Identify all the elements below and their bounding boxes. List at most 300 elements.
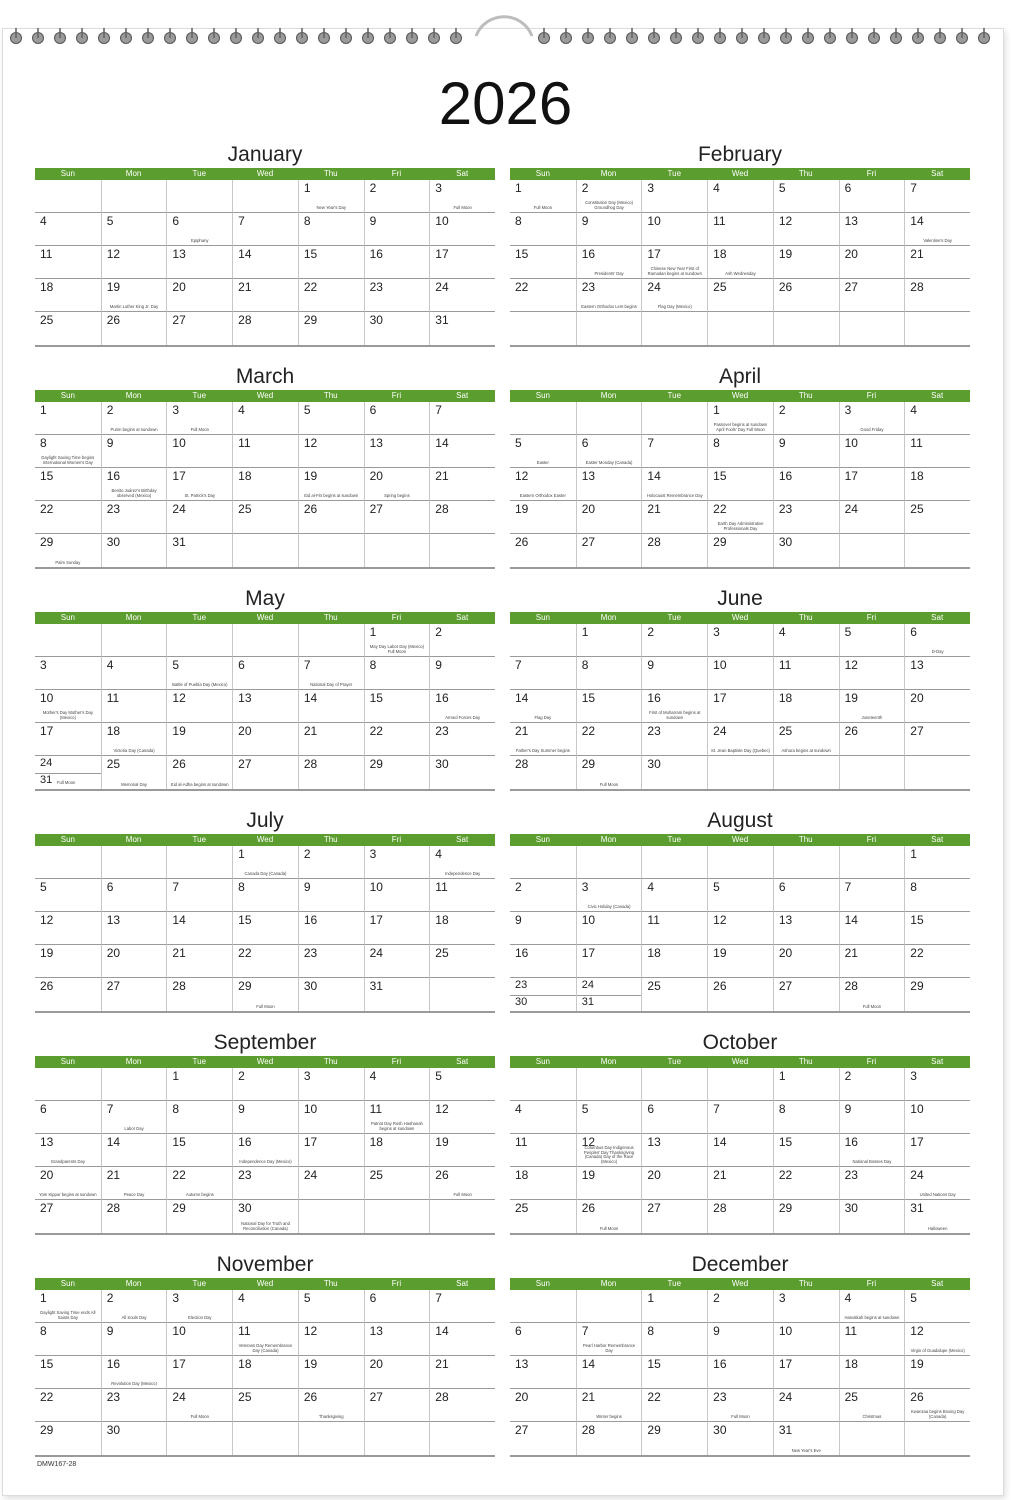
day-cell[interactable]: [35, 723, 101, 756]
day-cell[interactable]: [166, 468, 232, 501]
day-cell[interactable]: [707, 1068, 773, 1101]
day-cell[interactable]: [641, 501, 707, 534]
day-cell[interactable]: [35, 879, 101, 912]
day-cell[interactable]: [576, 1167, 642, 1200]
day-cell[interactable]: [35, 1356, 101, 1389]
day-cell[interactable]: [707, 1101, 773, 1134]
day-cell[interactable]: [576, 1068, 642, 1101]
day-cell[interactable]: [839, 246, 905, 279]
day-cell[interactable]: [510, 435, 576, 468]
day-cell[interactable]: [904, 246, 970, 279]
day-cell[interactable]: [904, 1323, 970, 1356]
day-cell[interactable]: [707, 468, 773, 501]
day-cell[interactable]: [232, 945, 298, 978]
day-cell[interactable]: [232, 1068, 298, 1101]
day-cell[interactable]: [904, 945, 970, 978]
day-cell[interactable]: [904, 1134, 970, 1167]
day-cell[interactable]: [429, 1389, 495, 1422]
day-cell[interactable]: [166, 1356, 232, 1389]
day-cell[interactable]: [298, 279, 364, 312]
day-cell[interactable]: [232, 435, 298, 468]
day-cell[interactable]: [904, 1068, 970, 1101]
day-cell[interactable]: [298, 435, 364, 468]
day-cell[interactable]: [101, 756, 167, 789]
day-cell[interactable]: [232, 756, 298, 789]
day-cell[interactable]: [576, 1389, 642, 1422]
day-cell[interactable]: [773, 1167, 839, 1200]
day-cell[interactable]: [101, 501, 167, 534]
day-cell[interactable]: [364, 945, 430, 978]
day-cell[interactable]: [707, 1200, 773, 1233]
day-cell[interactable]: [707, 945, 773, 978]
day-cell[interactable]: [232, 534, 298, 567]
day-cell[interactable]: [166, 213, 232, 246]
day-cell[interactable]: [510, 402, 576, 435]
day-cell[interactable]: [298, 180, 364, 213]
day-cell[interactable]: [707, 879, 773, 912]
day-cell[interactable]: [101, 657, 167, 690]
day-cell[interactable]: [773, 312, 839, 345]
day-cell[interactable]: [510, 1290, 576, 1323]
day-cell[interactable]: [364, 279, 430, 312]
day-cell[interactable]: [839, 879, 905, 912]
day-cell[interactable]: [364, 1167, 430, 1200]
day-cell[interactable]: [101, 1101, 167, 1134]
day-cell[interactable]: [773, 912, 839, 945]
day-cell[interactable]: [510, 1200, 576, 1233]
day-cell[interactable]: [707, 180, 773, 213]
day-cell[interactable]: [773, 1290, 839, 1323]
day-cell[interactable]: [364, 846, 430, 879]
day-cell[interactable]: [364, 213, 430, 246]
day-cell[interactable]: [232, 468, 298, 501]
day-cell[interactable]: [101, 468, 167, 501]
day-cell[interactable]: [707, 657, 773, 690]
day-cell[interactable]: [707, 1422, 773, 1455]
day-cell[interactable]: [166, 879, 232, 912]
day-cell[interactable]: [232, 723, 298, 756]
day-cell[interactable]: [707, 246, 773, 279]
day-cell[interactable]: [35, 435, 101, 468]
day-cell[interactable]: [641, 1356, 707, 1389]
day-cell[interactable]: [298, 846, 364, 879]
day-cell[interactable]: [35, 1167, 101, 1200]
day-cell[interactable]: [839, 468, 905, 501]
day-cell[interactable]: [364, 1134, 430, 1167]
day-cell[interactable]: [364, 312, 430, 345]
day-cell[interactable]: [904, 1290, 970, 1323]
day-cell[interactable]: [166, 435, 232, 468]
day-cell[interactable]: [707, 312, 773, 345]
day-cell[interactable]: [298, 1422, 364, 1455]
day-cell[interactable]: [576, 756, 642, 789]
day-cell[interactable]: [707, 1167, 773, 1200]
day-cell[interactable]: [576, 657, 642, 690]
day-cell[interactable]: [773, 213, 839, 246]
day-cell[interactable]: [166, 534, 232, 567]
day-cell[interactable]: [35, 1101, 101, 1134]
day-cell[interactable]: [166, 1068, 232, 1101]
day-cell[interactable]: [364, 468, 430, 501]
day-cell[interactable]: [641, 246, 707, 279]
day-cell[interactable]: [101, 690, 167, 723]
day-cell[interactable]: [904, 1389, 970, 1422]
day-cell[interactable]: [839, 756, 905, 789]
day-cell[interactable]: [641, 756, 707, 789]
day-cell[interactable]: [35, 945, 101, 978]
day-cell[interactable]: [510, 1422, 576, 1455]
day-cell[interactable]: [510, 978, 576, 1011]
day-cell[interactable]: [773, 1389, 839, 1422]
day-cell[interactable]: [707, 912, 773, 945]
day-cell[interactable]: [101, 1134, 167, 1167]
day-cell[interactable]: [298, 1167, 364, 1200]
day-cell[interactable]: [35, 468, 101, 501]
day-cell[interactable]: [35, 690, 101, 723]
day-cell[interactable]: [101, 846, 167, 879]
day-cell[interactable]: [641, 1101, 707, 1134]
day-cell[interactable]: [364, 435, 430, 468]
day-cell[interactable]: [773, 435, 839, 468]
day-cell[interactable]: [576, 624, 642, 657]
day-cell[interactable]: [364, 1389, 430, 1422]
day-cell[interactable]: [166, 945, 232, 978]
day-cell[interactable]: [298, 1101, 364, 1134]
day-cell[interactable]: [166, 246, 232, 279]
day-cell[interactable]: [641, 657, 707, 690]
day-cell[interactable]: [773, 1200, 839, 1233]
day-cell[interactable]: [707, 624, 773, 657]
day-cell[interactable]: [839, 180, 905, 213]
day-cell[interactable]: [839, 723, 905, 756]
day-cell[interactable]: [707, 435, 773, 468]
day-cell[interactable]: [429, 1200, 495, 1233]
day-cell[interactable]: [166, 657, 232, 690]
day-cell[interactable]: [429, 468, 495, 501]
day-cell[interactable]: [429, 1323, 495, 1356]
day-cell[interactable]: [429, 1068, 495, 1101]
day-cell[interactable]: [839, 534, 905, 567]
day-cell[interactable]: [707, 534, 773, 567]
day-cell[interactable]: [429, 246, 495, 279]
day-cell[interactable]: [166, 1101, 232, 1134]
day-cell[interactable]: [101, 402, 167, 435]
day-cell[interactable]: [429, 1422, 495, 1455]
day-cell[interactable]: [429, 846, 495, 879]
day-cell[interactable]: [773, 501, 839, 534]
day-cell[interactable]: [839, 846, 905, 879]
day-cell[interactable]: [232, 1200, 298, 1233]
day-cell[interactable]: [641, 978, 707, 1011]
day-cell[interactable]: [101, 1200, 167, 1233]
day-cell[interactable]: [364, 1323, 430, 1356]
day-cell[interactable]: [232, 1323, 298, 1356]
split-day-bottom[interactable]: [35, 773, 101, 790]
day-cell[interactable]: [707, 756, 773, 789]
day-cell[interactable]: [510, 213, 576, 246]
day-cell[interactable]: [232, 1290, 298, 1323]
day-cell[interactable]: [510, 246, 576, 279]
day-cell[interactable]: [707, 1134, 773, 1167]
day-cell[interactable]: [641, 402, 707, 435]
day-cell[interactable]: [101, 312, 167, 345]
day-cell[interactable]: [232, 846, 298, 879]
day-cell[interactable]: [839, 213, 905, 246]
day-cell[interactable]: [298, 657, 364, 690]
day-cell[interactable]: [364, 756, 430, 789]
day-cell[interactable]: [641, 312, 707, 345]
day-cell[interactable]: [773, 468, 839, 501]
day-cell[interactable]: [904, 1167, 970, 1200]
day-cell[interactable]: [707, 279, 773, 312]
day-cell[interactable]: [166, 624, 232, 657]
day-cell[interactable]: [904, 624, 970, 657]
day-cell[interactable]: [232, 1167, 298, 1200]
day-cell[interactable]: [35, 279, 101, 312]
day-cell[interactable]: [641, 723, 707, 756]
day-cell[interactable]: [510, 180, 576, 213]
day-cell[interactable]: [904, 534, 970, 567]
day-cell[interactable]: [298, 624, 364, 657]
day-cell[interactable]: [839, 279, 905, 312]
day-cell[interactable]: [429, 279, 495, 312]
day-cell[interactable]: [166, 1134, 232, 1167]
day-cell[interactable]: [298, 690, 364, 723]
day-cell[interactable]: [298, 756, 364, 789]
day-cell[interactable]: [429, 1167, 495, 1200]
day-cell[interactable]: [364, 501, 430, 534]
day-cell[interactable]: [232, 312, 298, 345]
day-cell[interactable]: [35, 402, 101, 435]
day-cell[interactable]: [904, 657, 970, 690]
day-cell[interactable]: [35, 501, 101, 534]
day-cell[interactable]: [641, 279, 707, 312]
day-cell[interactable]: [773, 1323, 839, 1356]
split-day-top[interactable]: [577, 978, 642, 996]
day-cell[interactable]: [35, 624, 101, 657]
day-cell[interactable]: [364, 624, 430, 657]
day-cell[interactable]: [101, 534, 167, 567]
day-cell[interactable]: [707, 690, 773, 723]
day-cell[interactable]: [101, 180, 167, 213]
day-cell[interactable]: [641, 1134, 707, 1167]
split-day-top[interactable]: [35, 756, 101, 774]
day-cell[interactable]: [641, 213, 707, 246]
day-cell[interactable]: [839, 1101, 905, 1134]
day-cell[interactable]: [166, 1200, 232, 1233]
day-cell[interactable]: [510, 657, 576, 690]
day-cell[interactable]: [641, 1389, 707, 1422]
day-cell[interactable]: [101, 1290, 167, 1323]
day-cell[interactable]: [298, 246, 364, 279]
day-cell[interactable]: [576, 213, 642, 246]
day-cell[interactable]: [35, 1290, 101, 1323]
day-cell[interactable]: [232, 1101, 298, 1134]
day-cell[interactable]: [576, 1101, 642, 1134]
day-cell[interactable]: [576, 879, 642, 912]
day-cell[interactable]: [576, 1290, 642, 1323]
day-cell[interactable]: [510, 912, 576, 945]
day-cell[interactable]: [101, 912, 167, 945]
day-cell[interactable]: [510, 690, 576, 723]
day-cell[interactable]: [576, 1323, 642, 1356]
day-cell[interactable]: [429, 1134, 495, 1167]
day-cell[interactable]: [35, 1389, 101, 1422]
day-cell[interactable]: [510, 756, 576, 789]
day-cell[interactable]: [839, 402, 905, 435]
day-cell[interactable]: [576, 1422, 642, 1455]
day-cell[interactable]: [641, 1167, 707, 1200]
day-cell[interactable]: [773, 624, 839, 657]
day-cell[interactable]: [166, 402, 232, 435]
day-cell[interactable]: [510, 279, 576, 312]
day-cell[interactable]: [298, 534, 364, 567]
day-cell[interactable]: [232, 279, 298, 312]
day-cell[interactable]: [298, 912, 364, 945]
day-cell[interactable]: [298, 1200, 364, 1233]
day-cell[interactable]: [101, 1356, 167, 1389]
day-cell[interactable]: [773, 246, 839, 279]
day-cell[interactable]: [298, 1068, 364, 1101]
day-cell[interactable]: [510, 1167, 576, 1200]
day-cell[interactable]: [904, 312, 970, 345]
day-cell[interactable]: [35, 657, 101, 690]
day-cell[interactable]: [707, 978, 773, 1011]
day-cell[interactable]: [101, 1167, 167, 1200]
day-cell[interactable]: [298, 879, 364, 912]
day-cell[interactable]: [166, 978, 232, 1011]
day-cell[interactable]: [35, 180, 101, 213]
day-cell[interactable]: [839, 690, 905, 723]
day-cell[interactable]: [839, 1356, 905, 1389]
day-cell[interactable]: [839, 1068, 905, 1101]
day-cell[interactable]: [773, 1134, 839, 1167]
day-cell[interactable]: [101, 879, 167, 912]
day-cell[interactable]: [166, 1290, 232, 1323]
day-cell[interactable]: [101, 435, 167, 468]
day-cell[interactable]: [35, 1134, 101, 1167]
day-cell[interactable]: [364, 1200, 430, 1233]
day-cell[interactable]: [510, 879, 576, 912]
day-cell[interactable]: [904, 1422, 970, 1455]
day-cell[interactable]: [364, 879, 430, 912]
day-cell[interactable]: [641, 435, 707, 468]
day-cell[interactable]: [641, 1323, 707, 1356]
day-cell[interactable]: [641, 690, 707, 723]
day-cell[interactable]: [35, 912, 101, 945]
day-cell[interactable]: [101, 1422, 167, 1455]
day-cell[interactable]: [576, 312, 642, 345]
day-cell[interactable]: [773, 690, 839, 723]
day-cell[interactable]: [166, 312, 232, 345]
day-cell[interactable]: [364, 723, 430, 756]
day-cell[interactable]: [510, 534, 576, 567]
day-cell[interactable]: [707, 846, 773, 879]
day-cell[interactable]: [429, 912, 495, 945]
day-cell[interactable]: [510, 1356, 576, 1389]
day-cell[interactable]: [364, 180, 430, 213]
day-cell[interactable]: [364, 690, 430, 723]
day-cell[interactable]: [773, 846, 839, 879]
day-cell[interactable]: [839, 945, 905, 978]
day-cell[interactable]: [641, 1422, 707, 1455]
day-cell[interactable]: [429, 723, 495, 756]
day-cell[interactable]: [35, 978, 101, 1011]
day-cell[interactable]: [641, 912, 707, 945]
day-cell[interactable]: [364, 978, 430, 1011]
day-cell[interactable]: [904, 501, 970, 534]
day-cell[interactable]: [641, 624, 707, 657]
day-cell[interactable]: [364, 1290, 430, 1323]
day-cell[interactable]: [839, 912, 905, 945]
day-cell[interactable]: [773, 180, 839, 213]
day-cell[interactable]: [904, 846, 970, 879]
day-cell[interactable]: [707, 1389, 773, 1422]
day-cell[interactable]: [839, 1290, 905, 1323]
day-cell[interactable]: [641, 180, 707, 213]
day-cell[interactable]: [298, 723, 364, 756]
day-cell[interactable]: [839, 1323, 905, 1356]
day-cell[interactable]: [904, 879, 970, 912]
day-cell[interactable]: [232, 246, 298, 279]
day-cell[interactable]: [166, 279, 232, 312]
day-cell[interactable]: [839, 1422, 905, 1455]
day-cell[interactable]: [510, 624, 576, 657]
day-cell[interactable]: [429, 756, 495, 789]
day-cell[interactable]: [839, 501, 905, 534]
day-cell[interactable]: [707, 1290, 773, 1323]
day-cell[interactable]: [364, 402, 430, 435]
day-cell[interactable]: [429, 945, 495, 978]
day-cell[interactable]: [298, 501, 364, 534]
day-cell[interactable]: [904, 279, 970, 312]
day-cell[interactable]: [707, 501, 773, 534]
day-cell[interactable]: [232, 1422, 298, 1455]
day-cell[interactable]: [904, 978, 970, 1011]
day-cell[interactable]: [641, 1068, 707, 1101]
day-cell[interactable]: [773, 1422, 839, 1455]
day-cell[interactable]: [364, 246, 430, 279]
day-cell[interactable]: [429, 657, 495, 690]
day-cell[interactable]: [101, 945, 167, 978]
day-cell[interactable]: [510, 312, 576, 345]
day-cell[interactable]: [707, 1356, 773, 1389]
day-cell[interactable]: [232, 978, 298, 1011]
day-cell[interactable]: [166, 180, 232, 213]
day-cell[interactable]: [576, 1134, 642, 1167]
day-cell[interactable]: [35, 213, 101, 246]
day-cell[interactable]: [641, 468, 707, 501]
day-cell[interactable]: [429, 624, 495, 657]
day-cell[interactable]: [641, 534, 707, 567]
day-cell[interactable]: [166, 1422, 232, 1455]
day-cell[interactable]: [298, 978, 364, 1011]
day-cell[interactable]: [576, 945, 642, 978]
split-day-top[interactable]: [510, 978, 576, 996]
day-cell[interactable]: [576, 246, 642, 279]
day-cell[interactable]: [298, 402, 364, 435]
day-cell[interactable]: [232, 1356, 298, 1389]
day-cell[interactable]: [101, 624, 167, 657]
day-cell[interactable]: [429, 879, 495, 912]
day-cell[interactable]: [641, 846, 707, 879]
day-cell[interactable]: [298, 468, 364, 501]
day-cell[interactable]: [166, 501, 232, 534]
day-cell[interactable]: [429, 690, 495, 723]
day-cell[interactable]: [904, 723, 970, 756]
day-cell[interactable]: [773, 279, 839, 312]
day-cell[interactable]: [429, 534, 495, 567]
